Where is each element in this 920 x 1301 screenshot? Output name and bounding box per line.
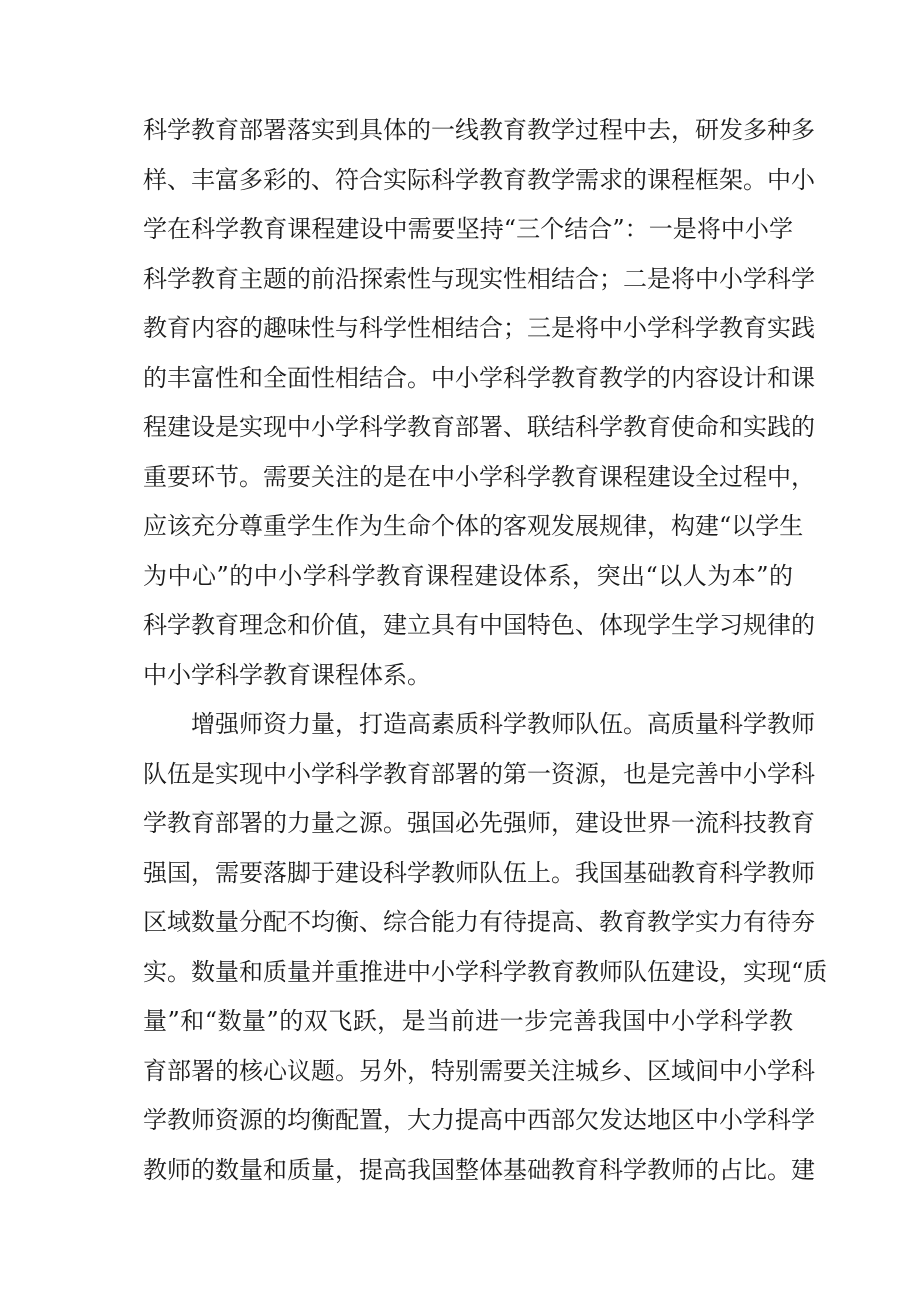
text-line: 科学教育部署落实到具体的一线教育教学过程中去，研发多种多	[143, 116, 815, 144]
text-line: 教师的数量和质量，提高我国整体基础教育科学教师的占比。建	[143, 1155, 815, 1184]
text-line: 强国，需要落脚于建设科学教师队伍上。我国基础教育科学教师	[143, 858, 815, 887]
text-line: 科学教育主题的前沿探索性与现实性相结合；二是将中小学科学	[143, 264, 815, 293]
text-line: 重要环节。需要关注的是在中小学科学教育课程建设全过程中，	[143, 462, 815, 491]
text-line: 科学教育理念和价值，建立具有中国特色、体现学生学习规律的	[143, 611, 815, 639]
text-line: 应该充分尊重学生作为生命个体的客观发展规律，构建“以学生	[143, 512, 804, 540]
text-line: 中小学科学教育课程体系。	[143, 660, 431, 689]
text-line: 量”和“数量”的双飞跃，是当前进一步完善我国中小学科学教	[143, 1007, 793, 1035]
text-line: 教育内容的趣味性与科学性相结合；三是将中小学科学教育实践	[143, 314, 815, 342]
paragraph-teacher-force	[143, 700, 828, 1195]
text-line: 样、丰富多彩的、符合实际科学教育教学需求的课程框架。中小	[143, 165, 815, 194]
paragraph-course-framework	[143, 106, 815, 700]
text-line: 队伍是实现中小学科学教育部署的第一资源，也是完善中小学科	[143, 759, 815, 788]
text-line: 实。数量和质量并重推进中小学科学教育教师队伍建设，实现“质	[143, 957, 828, 986]
text-line: 程建设是实现中小学科学教育部署、联结科学教育使命和实践的	[143, 413, 815, 441]
text-line: 学教育部署的力量之源。强国必先强师，建设世界一流科技教育	[143, 809, 815, 837]
document-body	[143, 106, 828, 1195]
text-line: 学教师资源的均衡配置，大力提高中西部欠发达地区中小学科学	[143, 1106, 815, 1134]
text-line: 为中心”的中小学科学教育课程建设体系，突出“以人为本”的	[143, 561, 793, 590]
text-line: 学在科学教育课程建设中需要坚持“三个结合”：一是将中小学	[143, 215, 793, 243]
text-line: 区域数量分配不均衡、综合能力有待提高、教育教学实力有待夯	[143, 908, 815, 936]
text-line: 的丰富性和全面性相结合。中小学科学教育教学的内容设计和课	[143, 363, 815, 392]
text-line: 增强师资力量，打造高素质科学教师队伍。高质量科学教师	[191, 710, 815, 738]
text-line: 育部署的核心议题。另外，特别需要关注城乡、区域间中小学科	[143, 1056, 815, 1085]
